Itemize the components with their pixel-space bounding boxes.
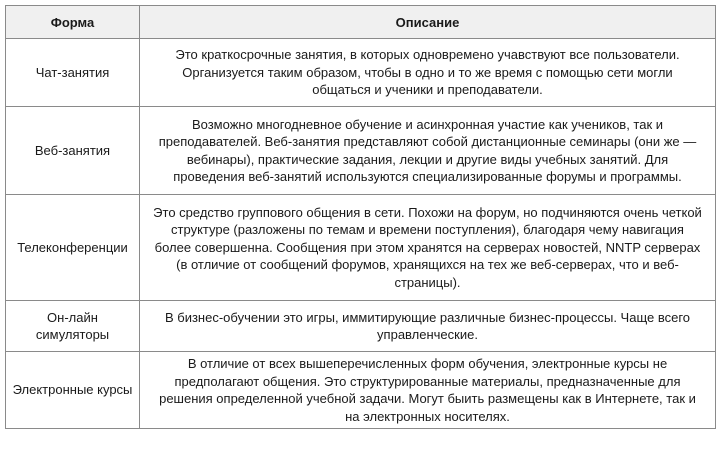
form-cell: Веб-занятия [6, 107, 140, 195]
description-cell: Возможно многодневное обучение и асинхронная участие как учеников, так и преподавателей. Веб-занятия представляют собой дистанционные семинары (они же — вебинары), практические задания, лекции и другие виды учебных занятий. Для проведения веб-занятий используются специализированные форумы и программы. [140, 107, 716, 195]
table-row [6, 301, 716, 352]
description-cell: В бизнес-обучении это игры, иммитирующие различные бизнес-процессы. Чаще всего управленческие. [140, 301, 716, 352]
header-row [6, 6, 716, 39]
table-row [6, 39, 716, 107]
description-cell: Это краткосрочные занятия, в которых одновремено учавствуют все пользователи. Организуется таким образом, чтобы в одно и то же время с помощью сети могли общаться и ученики и преподаватели. [140, 39, 716, 107]
form-cell: Телеконференции [6, 195, 140, 301]
table-row [6, 352, 716, 429]
description-cell: В отличие от всех вышеперечисленных форм обучения, электронные курсы не предполагают общения. Это структурированные материалы, предназначенные для решения определенной учебной задачи. Могут быить размещены как в Интернете, так и на электронных носителях. [140, 352, 716, 429]
table-row [6, 195, 716, 301]
table-row [6, 107, 716, 195]
header-description: Описание [140, 6, 716, 39]
form-cell: Электронные курсы [6, 352, 140, 429]
description-cell: Это средство группового общения в сети. Похожи на форум, но подчиняются очень четкой структуре (разложены по темам и времени поступления), благодаря чему навигация более совершенна. Сообщения при этом хранятся на серверах новостей, NNTP серверах (в отличие от сообщений форумов, хранящихся на тех же веб-серверах, что и веб-страницы). [140, 195, 716, 301]
form-cell: Он-лайн симуляторы [6, 301, 140, 352]
form-cell: Чат-занятия [6, 39, 140, 107]
forms-table [5, 5, 716, 429]
header-form: Форма [6, 6, 140, 39]
